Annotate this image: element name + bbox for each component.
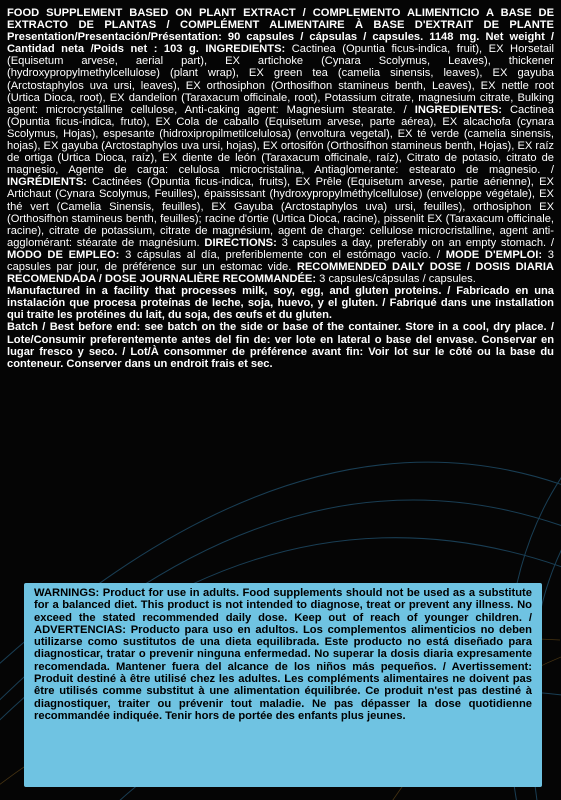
ingredients-label-fr: INGRÉDIENTS: <box>7 176 87 189</box>
directions-label-es: MODO DE EMPLEO: <box>7 248 120 261</box>
ingredients-text-fr: Cactinées (Opuntia ficus-indica, fruits), EX Prêle (Equisetum arvese, partie aérienne), EX Artichaut (Cynara Scolymus, Feuilles), épaississant (hydroxypropylméthylcellulose) (enveloppe végétale), EX thé vert (Camelia Sinensis, feuilles), EX Gayuba (Arctostaphylos uva) ursi, feuilles), orthosiphon EX (Orthosifhon stamineus benth, feuilles); racine d'ortie (Urtica Dioca, racine), pissenlit EX (Taraxacum officinale, racine), citrate de potassium, citrate de magnésium, agent de charge: cellulose microcristalline, agent anti-agglomérant: stéarate de magnésium. <box>7 176 554 249</box>
product-description <box>7 7 554 285</box>
ingredients-label-es: INGREDIENTES: <box>414 103 502 116</box>
ingredients-text-es: Cactinea (Opuntia ficus-indica, fruto), EX Cola de caballo (Equisetum arvese, parte aérea), EX alcachofa (cynara Scolymus, Hojas), espesante (hidroxipropilmetilcelulosa) (envoltura vegetal), EX té verde (camelia sinensis, hojas), EX gayuba (Arctostaphylos uva ursi, hojas), EX ortosifón (Orthosifhon stamineus benth, Hojas), EX raíz de ortiga (Urtica Dioca, raíz), EX diente de león (Taraxacum officinale, raíz), Citrato de potasio, citrato de magnesio, Agente de carga: celulosa microcristalina, Antiaglomerante: estearato de magnesio. / <box>7 103 554 177</box>
directions-text-fr: 3 capsules par jour, de préférence sur un estomac vide. <box>7 248 554 273</box>
ingredients-label-en: INGREDIENTS: <box>205 43 286 56</box>
facility-allergen-note: Manufactured in a facility that processes milk, soy, egg, and gluten proteins. / Fabricado en una instalación que procesa proteínas de leche, soja, huevo, y el gluten. / Fabriqué dans une installation qui traite les protéines du lait, du soja, des œufs et du gluten. <box>7 285 554 322</box>
batch-storage-note: Batch / Best before end: see batch on the side or base of the container. Store in a cool, dry place. / Lote/Consumir preferentemente antes del fin de: ver lote en lateral o base del envase. Conservar en lugar fresco y seco. / Lot/À consommer de préférence avant fin: Voir lot sur le côté ou la base du conteneur. Conserver dans un endroit frais et sec. <box>7 321 554 370</box>
directions-label-fr: MODE D'EMPLOI: <box>445 248 543 261</box>
directions-label-en: DIRECTIONS: <box>204 236 277 249</box>
warnings-box <box>24 583 542 787</box>
daily-dose-label: RECOMMENDED DAILY DOSE / DOSIS DIARIA RECOMENDADA / DOSE JOURNALIÈRE RECOMMANDÉE: <box>7 260 554 286</box>
directions-text-es: 3 cápsulas al día, preferiblemente con el estómago vacío. / <box>119 248 446 261</box>
directions-text-en: 3 capsules a day, preferably on an empty stomach. / <box>276 236 554 249</box>
ingredients-text-en: Cactinea (Opuntia ficus-indica, fruit), EX Horsetail (Equisetum arvese, aerial part), EX artichoke (Cynara Scolymus, Leaves), thickener (hydroxypropylmethylcellulose) (plant wrap), EX green tea (camelia sinensis, leaves), EX gayuba (Arctostaphylos uva ursi, leaves), EX orthosiphon (Orthosifhon stamineus benth, Leaves), EX nettle root (Urtica Dioca, root), EX dandelion (Taraxacum officinale, root), Potassium citrate, magnesium citrate, Bulking agent: microcrystalline cellulose, Anti-caking agent: Magnesium stearate. / <box>7 43 554 116</box>
warnings-text: WARNINGS: Product for use in adults. Food supplements should not be used as a substitute for a balanced diet. This product is not intended to diagnose, treat or prevent any illness. No exceed the stated recommended daily dose. Keep out of reach of younger children. / ADVERTENCIAS: Producto para uso en adultos. Los complementos alimenticios no deben utilizarse como sustitutos de una dieta equilibrada. Este producto no está diseñado para diagnosticar, tratar o prevenir ninguna enfermedad. No superar la dosis diaria expresamente recomendada. Mantener fuera del alcance de los niños más pequeños. / Avertissement: Produit destiné à être utilisé chez les adultes. Les compléments alimentaires ne doivent pas être utilisés comme substitut à une alimentation équilibrée. Ce produit n'est pas destiné à diagnostiquer, traiter ou prévenir tout maladie. Ne pas dépasser la dose quotidienne recommandée indiquée. Tenir hors de portée des enfants plus jeunes. <box>34 587 532 722</box>
label-text-block <box>7 7 554 370</box>
presentation-text: Presentation/Presentación/Présentation: 90 capsules / cápsulas / capsules. 1148 mg. Net weight / Cantidad neta /Poids net : 103 g. <box>7 31 554 56</box>
daily-dose-text: 3 capsules/cápsulas / capsules. <box>316 273 476 286</box>
product-title: FOOD SUPPLEMENT BASED ON PLANT EXTRACT / COMPLEMENTO ALIMENTICIO A BASE DE EXTRACTO DE PLANTAS / COMPLÉMENT ALIMENTAIRE À BASE D'EXTRAIT DE PLANTE <box>7 7 554 32</box>
